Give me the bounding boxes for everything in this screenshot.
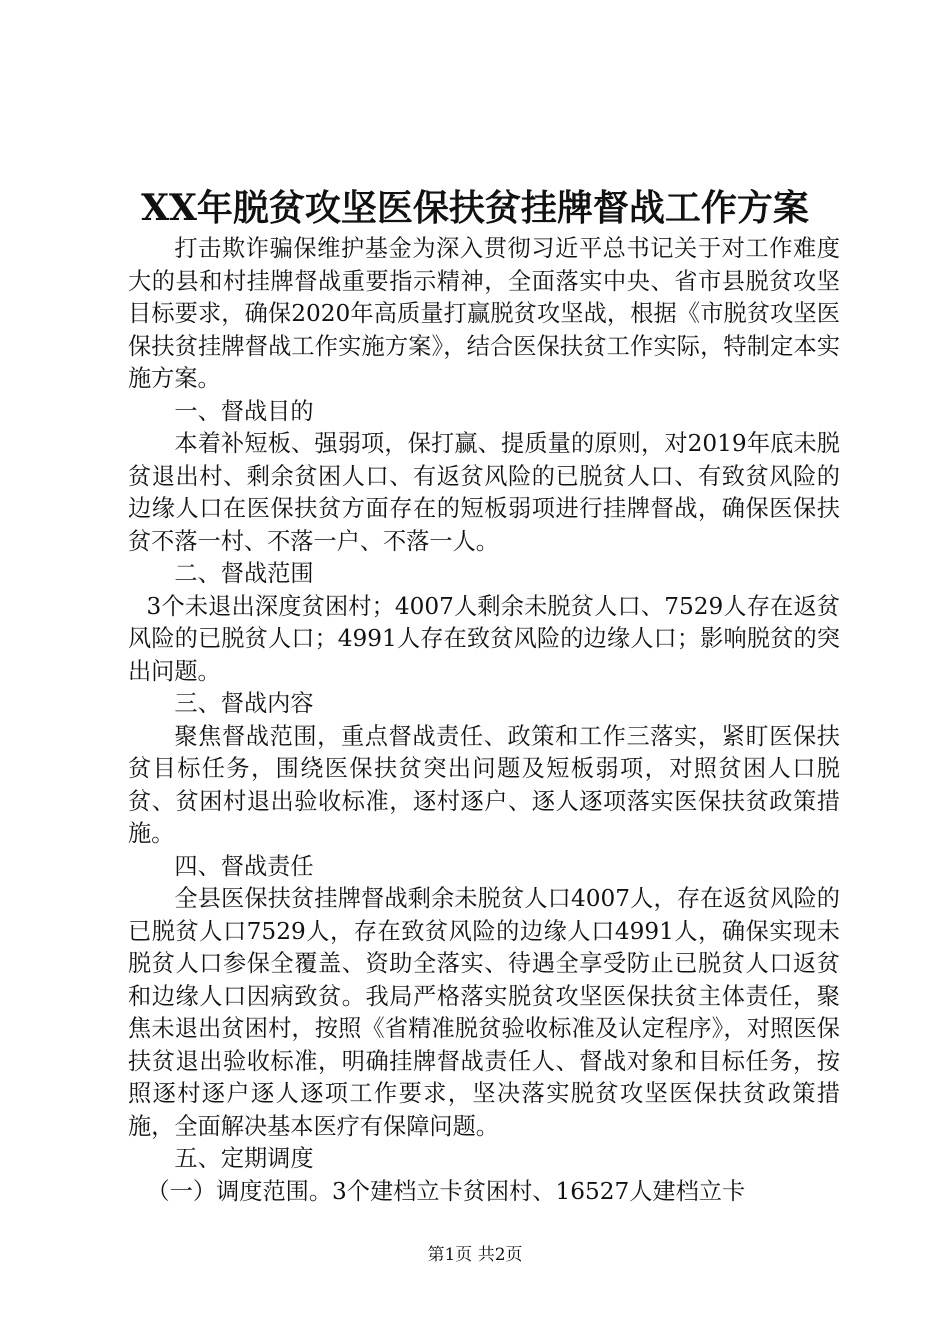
document-title: XX年脱贫攻坚医保扶贫挂牌督战工作方案	[141, 187, 809, 229]
section-heading-1: 一、督战目的	[174, 397, 314, 425]
section-heading-2: 二、督战范围	[174, 560, 314, 587]
section-heading-5: 五、定期调度	[174, 1145, 314, 1172]
section-paragraph-3: 聚焦督战范围，重点督战责任、政策和工作三落实，紧盯医保扶贫目标任务，围绕医保扶贫突出问题及短板弱项，对照贫困人口脱贫、贫困村退出验收标准，逐村逐户、逐人逐项落实医保扶贫政策措施。	[128, 722, 840, 847]
document-body	[128, 233, 840, 1208]
section-paragraph-2: 3个未退出深度贫困村；4007人剩余未脱贫人口、7529人存在返贫风险的已脱贫人口；4991人存在致贫风险的边缘人口；影响脱贫的突出问题。	[128, 592, 840, 685]
section-heading-4: 四、督战责任	[174, 852, 314, 880]
section-heading-3: 三、督战内容	[174, 690, 314, 717]
page-number: 第1页 共2页	[427, 1245, 523, 1265]
section-paragraph-5: （一）调度范围。3个建档立卡贫困村、16527人建档立卡	[146, 1177, 746, 1205]
intro-paragraph: 打击欺诈骗保维护基金为深入贯彻习近平总书记关于对工作难度大的县和村挂牌督战重要指示精神，全面落实中央、省市县脱贫攻坚目标要求，确保2020年高质量打赢脱贫攻坚战，根据《市脱贫攻坚医保扶贫挂牌督战工作实施方案》，结合医保扶贫工作实际，特制定本实施方案。	[128, 235, 840, 392]
section-paragraph-1: 本着补短板、强弱项，保打赢、提质量的原则，对2019年底未脱贫退出村、剩余贫困人口、有返贫风险的已脱贫人口、有致贫风险的边缘人口在医保扶贫方面存在的短板弱项进行挂牌督战，确保医保扶贫不落一村、不落一户、不落一人。	[128, 430, 840, 555]
section-paragraph-4: 全县医保扶贫挂牌督战剩余未脱贫人口4007人，存在返贫风险的已脱贫人口7529人，存在致贫风险的边缘人口4991人，确保实现未脱贫人口参保全覆盖、资助全落实、待遇全享受防止已脱贫人口返贫和边缘人口因病致贫。我局严格落实脱贫攻坚医保扶贫主体责任，聚焦未退出贫困村，按照《省精准脱贫验收标准及认定程序》，对照医保扶贫退出验收标准，明确挂牌督战责任人、督战对象和目标任务，按照逐村逐户逐人逐项工作要求，坚决落实脱贫攻坚医保扶贫政策措施，全面解决基本医疗有保障问题。	[128, 885, 840, 1140]
